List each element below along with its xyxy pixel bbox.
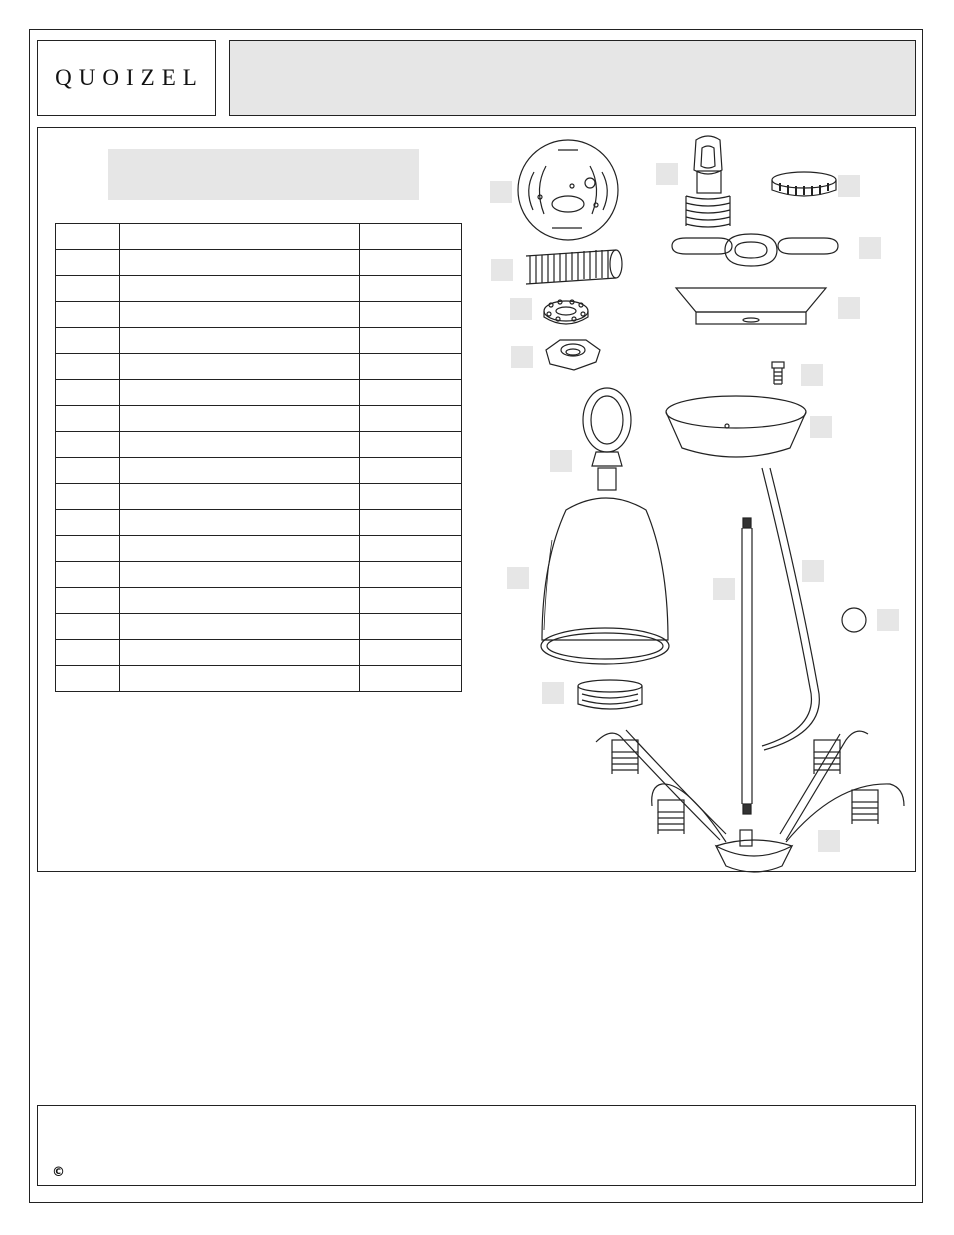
mounting-plate (518, 140, 618, 240)
knurled-nut (772, 172, 836, 196)
hex-nut (546, 340, 600, 370)
label-box (550, 450, 572, 472)
set-screw (772, 362, 784, 384)
label-box (859, 237, 881, 259)
quoizel-logo: QUOIZEL (55, 65, 204, 90)
part-label-boxes (490, 163, 899, 852)
label-box (656, 163, 678, 185)
label-box (511, 346, 533, 368)
center-stem (742, 518, 752, 814)
shade-ring (578, 680, 642, 709)
label-box (877, 609, 899, 631)
label-box (542, 682, 564, 704)
label-box (801, 364, 823, 386)
label-box (510, 298, 532, 320)
label-box (507, 567, 529, 589)
label-box (802, 560, 824, 582)
label-box (810, 416, 832, 438)
hook-with-nipple (686, 136, 730, 227)
label-box (818, 830, 840, 852)
arm-wire (762, 468, 819, 750)
label-box (490, 181, 512, 203)
label-box (838, 297, 860, 319)
canopy (676, 288, 826, 324)
copyright-symbol: © (52, 1165, 65, 1180)
glass-shade (541, 498, 669, 664)
lock-washer (544, 300, 588, 324)
threaded-pipe (526, 250, 622, 284)
loop-with-nipple (583, 388, 631, 490)
chain (672, 234, 838, 266)
inner-bowl (666, 396, 806, 457)
decorative-ball (842, 608, 866, 632)
body-with-arms (596, 730, 904, 872)
footer-box (37, 1105, 916, 1186)
label-box (491, 259, 513, 281)
label-box (713, 578, 735, 600)
label-box (838, 175, 860, 197)
